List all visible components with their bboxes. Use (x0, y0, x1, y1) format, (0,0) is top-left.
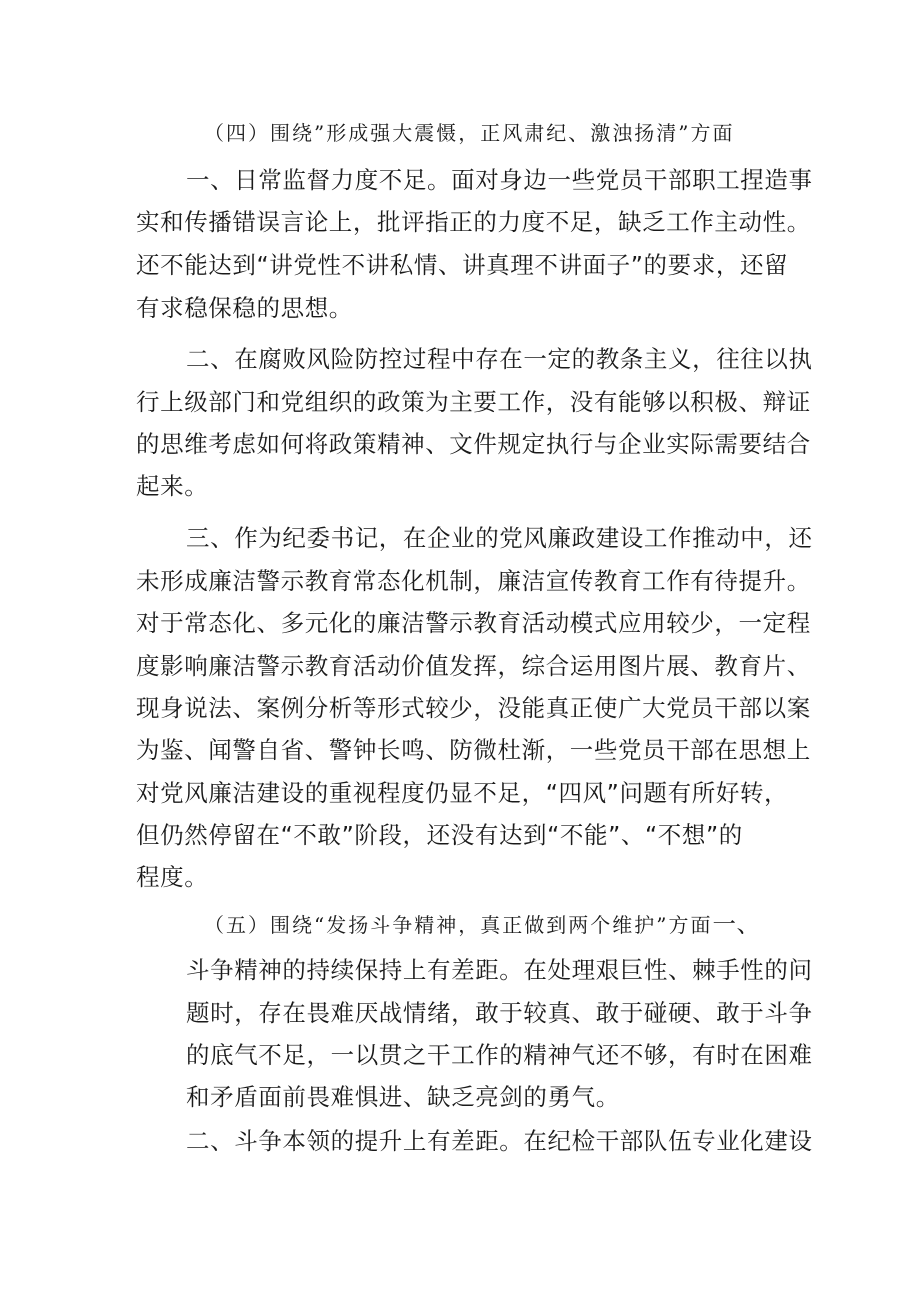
s4-p3-line-8: 但仍然停留在“不敢”阶段，还没有达到“不能”、“不想”的 (136, 821, 743, 849)
s4-p3-line-2: 未形成廉洁警示教育常态化机制，廉洁宣传教育工作有待提升。 (136, 567, 811, 595)
s4-p3-line-5: 现身说法、案例分析等形式较少，没能真正使广大党员干部以案 (136, 694, 811, 722)
s4-p2-line-1: 二、在腐败风险防控过程中存在一定的教条主义，往往以执 (186, 345, 813, 373)
s4-p3-line-7: 对党风廉洁建设的重视程度仍显不足，“四风”问题有所好转， (136, 779, 789, 807)
s5-p1-line-1: 斗争精神的持续保持上有差距。在处理艰巨性、棘手性的问 (186, 956, 813, 984)
section-5-heading-row (204, 907, 761, 942)
s4-p1-line-4: 有求稳保稳的思想。 (136, 294, 353, 322)
s5-p1-line-2: 题时，存在畏难厌战情绪，敢于较真、敢于碰硬、敢于斗争 (186, 999, 813, 1027)
section-4-heading: （四）围绕”形成强大震慑，正风肃纪、激浊扬清”方面 (204, 121, 735, 145)
s4-p2-line-3: 的思维考虑如何将政策精神、文件规定执行与企业实际需要结合 (136, 430, 811, 458)
s5-p2-line-1: 二、斗争本领的提升上有差距。在纪检干部队伍专业化建设 (186, 1127, 813, 1155)
s5-p1-line-3: 的底气不足，一以贯之干工作的精神气还不够，有时在困难 (186, 1041, 813, 1069)
s4-p2-line-2: 行上级部门和党组织的政策为主要工作，没有能够以积极、辩证 (136, 388, 811, 416)
s5-p1-line-4: 和矛盾面前畏难惧进、缺乏亮剑的勇气。 (186, 1083, 620, 1111)
s4-p3-line-9: 程度。 (136, 863, 209, 891)
s4-p3-line-4: 度影响廉洁警示教育活动价值发挥，综合运用图片展、教育片、 (136, 652, 811, 680)
section-5-heading: （五）围绕“发扬斗争精神，真正做到两个维护”方面 (204, 913, 713, 937)
s4-p1-line-2: 实和传播错误言论上，批评指正的力度不足，缺乏工作主动性。 (136, 208, 811, 236)
s4-p3-line-3: 对于常态化、多元化的廉洁警示教育活动模式应用较少，一定程 (136, 609, 811, 637)
s4-p1-line-1: 一、日常监督力度不足。面对身边一些党员干部职工捏造事 (186, 166, 813, 194)
s4-p3-line-1: 三、作为纪委书记，在企业的党风廉政建设工作推动中，还 (186, 524, 813, 552)
s4-p1-line-3: 还不能达到“讲党性不讲私情、讲真理不讲面子”的要求，还留 (136, 251, 789, 279)
section-5-heading-tail: 一、 (712, 910, 761, 938)
s4-p3-line-6: 为鉴、闻警自省、警钟长鸣、防微杜渐，一些党员干部在思想上 (136, 736, 811, 764)
s4-p2-line-4: 起来。 (136, 472, 209, 500)
